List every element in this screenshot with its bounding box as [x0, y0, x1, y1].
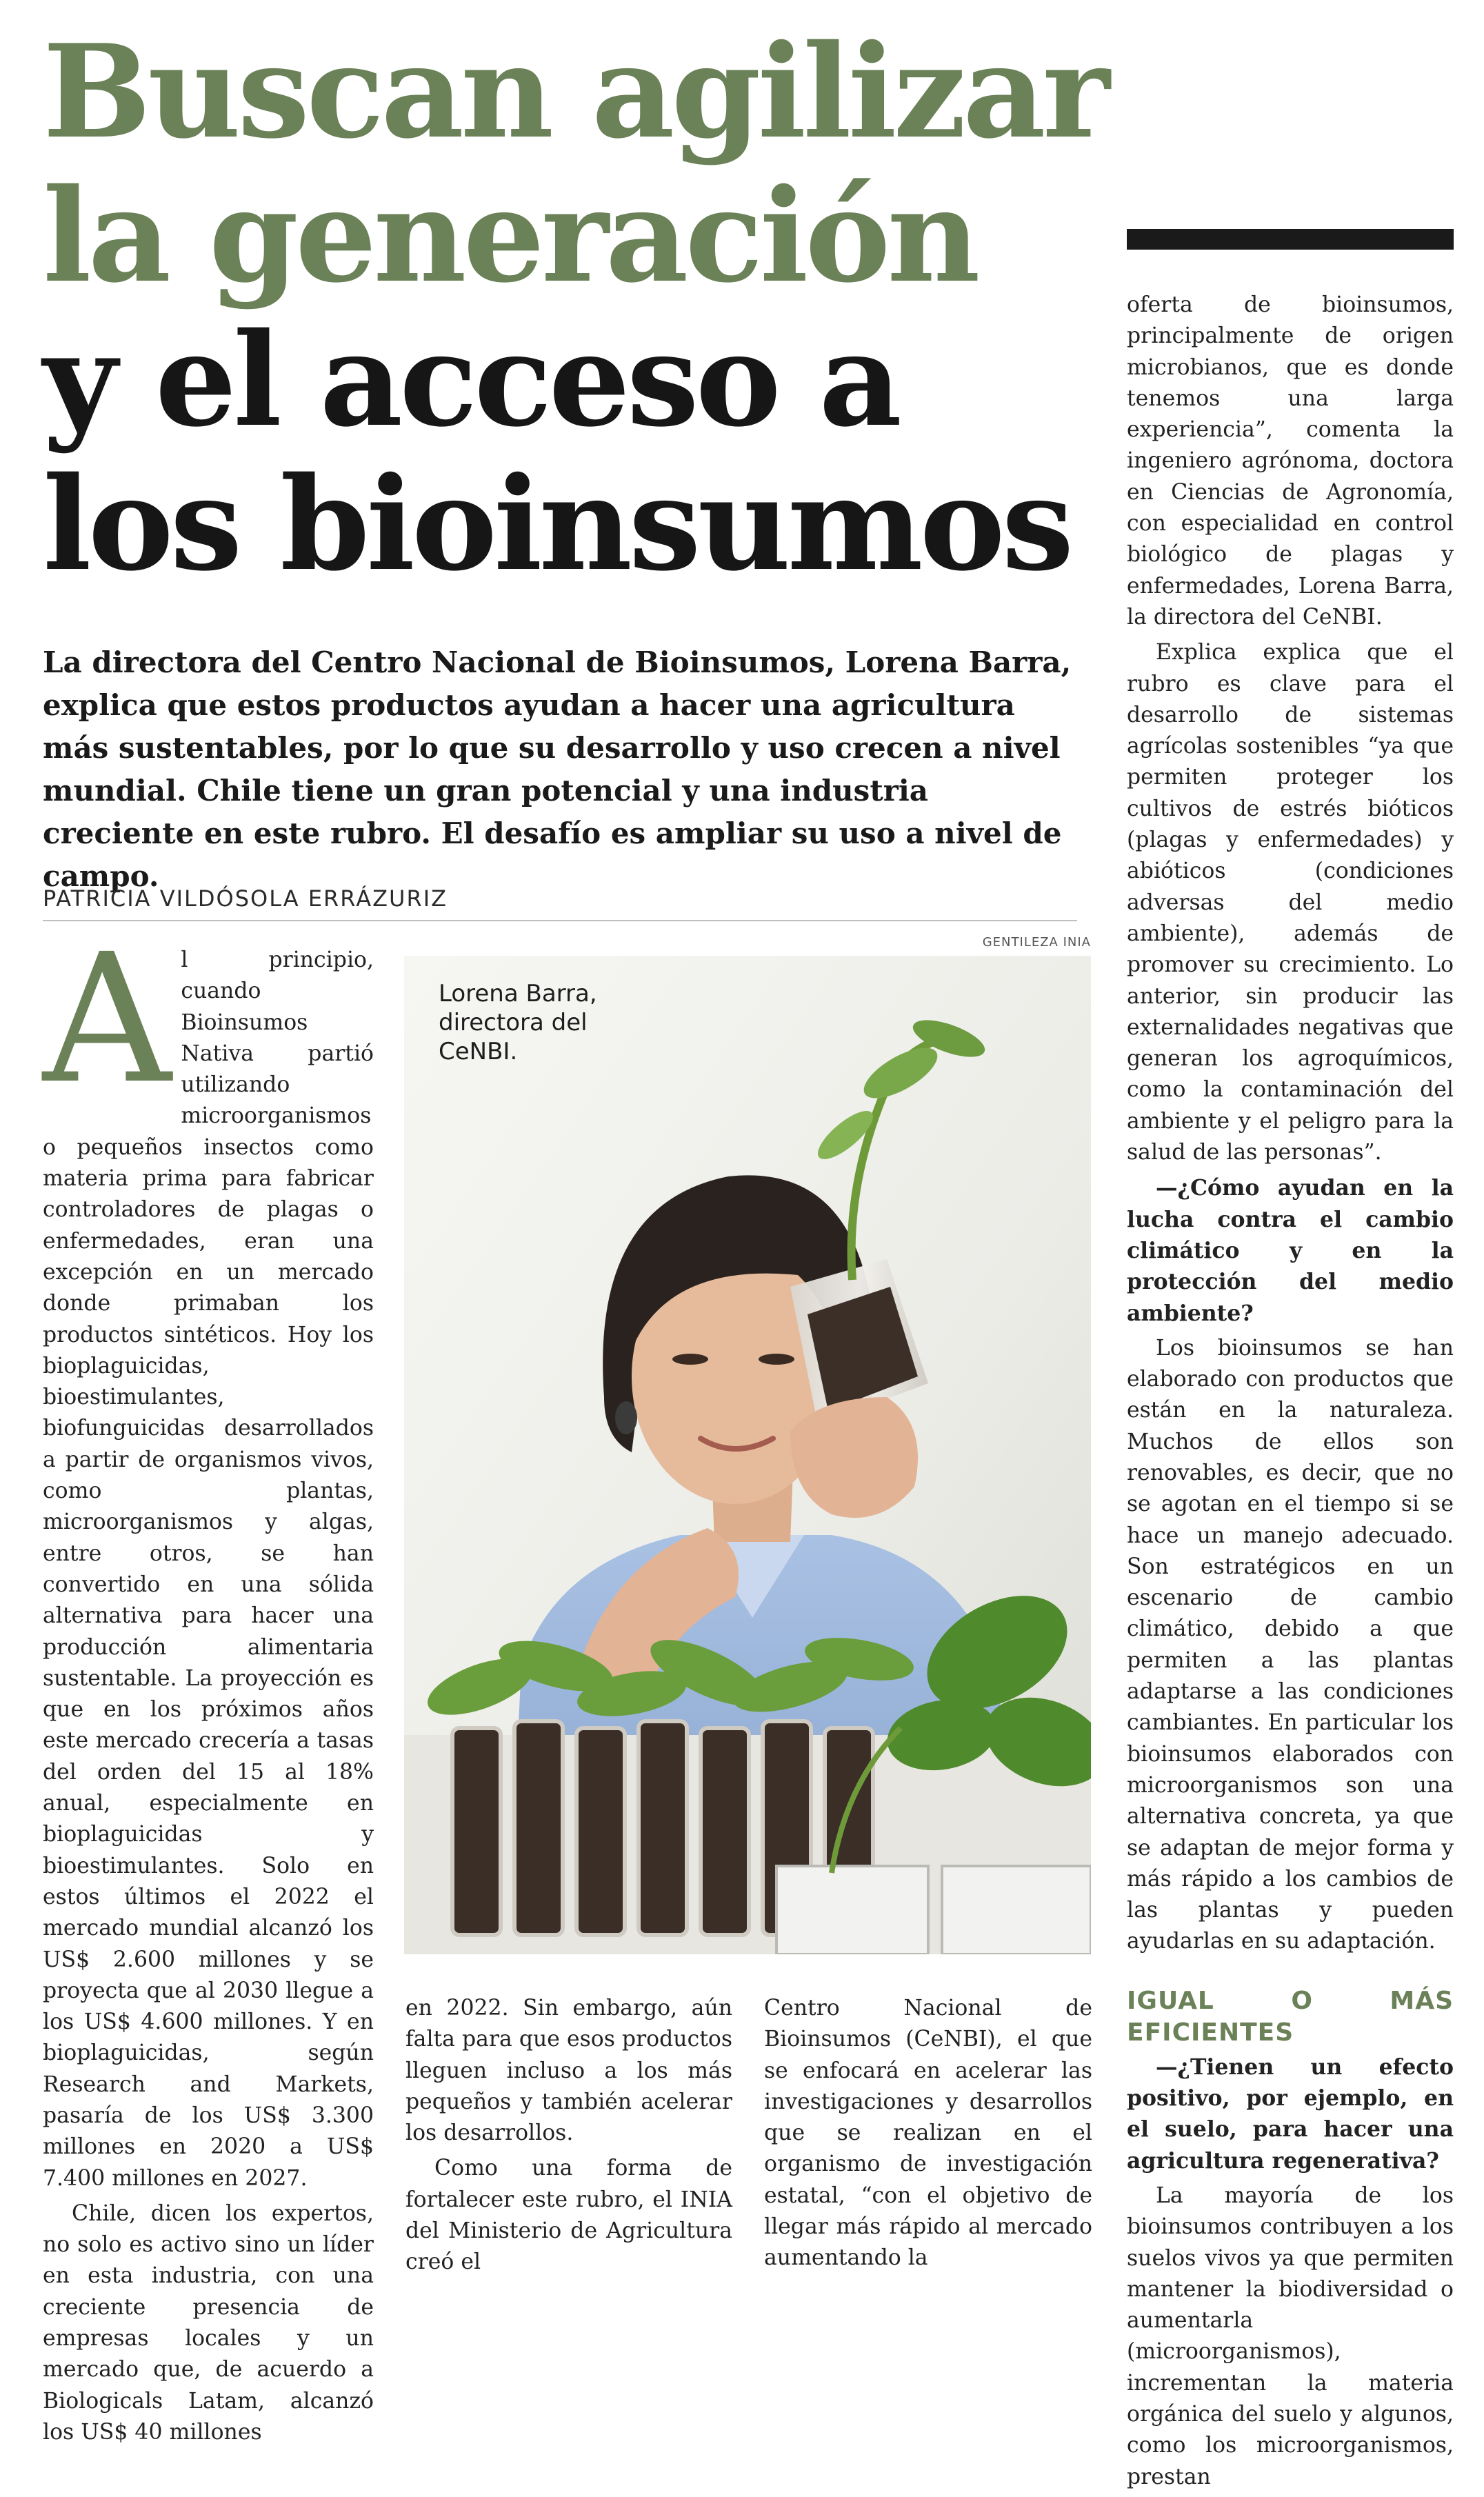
photo-caption: Lorena Barra, directora del CeNBI.: [439, 980, 597, 1065]
column-top-rule: [1127, 229, 1454, 250]
article-column-1: [43, 916, 374, 2452]
paragraph: Los bioinsumos se han elaborado con productos que están en la naturaleza. Muchos de ellos son renovables, es decir, que no se agotan en el tiempo si se hace un manejo adecuado. Son estratégicos en un escenario de cambio climático, debido a que permiten a las plantas adaptarse a las condiciones cambiantes. En particular los bioinsumos elaborados con microorganismos son una alternativa concreta, ya que se adaptan de mejor forma y más rápido a los cambios de las plantas y pueden ayudarlas en su adaptación.: [1127, 1335, 1454, 1954]
headline-line-4: los bioinsumos: [43, 448, 1071, 599]
paragraph: Explica explica que el rubro es clave para el desarrollo de sistemas agrícolas sostenibles “ya que permiten proteger los cultivos de estrés bióticos (plagas y enfermedades) y abióticos (condiciones adversas del medio ambiente), además de promover su crecimiento. Lo anterior, sin producir las externalidades negativas que generan los agroquímicos, como la contaminación del ambiente y el peligro para la salud de las personas”.: [1127, 640, 1454, 1165]
paragraph: en 2022. Sin embargo, aún falta para que esos productos lleguen incluso a los más pequeños y también acelerar los desarrollos.: [405, 1996, 732, 2146]
article-column-2: [405, 1993, 732, 2283]
section-subhead: IGUAL O MÁS EFICIENTES: [1127, 1986, 1454, 2047]
paragraph: oferta de bioinsumos, principalmente de origen microbianos, que es donde tenemos una larga experiencia”, comenta la ingeniero agrónoma, doctora en Ciencias de Agronomía, con especialidad en control biológico de plagas y enfermedades, Lorena Barra, la directora del CeNBI.: [1127, 292, 1454, 630]
headline-line-1: Buscan agilizar: [43, 16, 1107, 167]
paragraph: Centro Nacional de Bioinsumos (CeNBI), el que se enfocará en acelerar las investigaciones y desarrollos que se realizan en el organismo de investigación estatal, “con el objetivo de llegar más rápido al mercado aumentando la: [764, 1996, 1092, 2271]
paragraph: [43, 916, 374, 2194]
paragraph: Como una forma de fortalecer este rubro, el INIA del Ministerio de Agricultura creó el: [405, 2156, 732, 2275]
headline: [43, 16, 1107, 599]
article-deck: La directora del Centro Nacional de Bioinsumos, Lorena Barra, explica que estos productos ayudan a hacer una agricultura más sustentables, por lo que su desarrollo y uso crecen a nivel mundial. Chile tiene un gran potencial y una industria creciente en este rubro. El desafío es ampliar su uso a nivel de campo.: [43, 645, 1072, 893]
photo-credit: GENTILEZA INIA: [982, 935, 1091, 950]
byline: PATRICIA VILDÓSOLA ERRÁZURIZ: [43, 885, 1077, 921]
portrait-photo: [404, 956, 1091, 1954]
drop-cap: A: [43, 916, 172, 1123]
article-column-4: [1127, 290, 1454, 2497]
headline-line-2: la generación: [43, 160, 977, 311]
paragraph: Chile, dicen los expertos, no solo es activo sino un líder en esta industria, con una creciente presencia de empresas locales y un mercado que, de acuerdo a Biologicals Latam, alcanzó los US$ 40 millones: [43, 2200, 374, 2445]
interview-question: —¿Cómo ayudan en la lucha contra el cambio climático y en la protección del medio ambiente?: [1127, 1175, 1454, 1326]
headline-line-3: y el acceso a: [43, 304, 899, 455]
photo-illustration: [404, 956, 1091, 1954]
interview-question: —¿Tienen un efecto positivo, por ejemplo, en el suelo, para hacer una agricultura regenerativa?: [1127, 2054, 1454, 2174]
paragraph: La mayoría de los bioinsumos contribuyen a los suelos vivos ya que permiten mantener la biodiversidad o aumentarla (microorganismos), incrementan la materia orgánica del suelo y algunos, como los microorganismos, prestan: [1127, 2183, 1454, 2489]
article-column-3: [764, 1993, 1092, 2278]
paragraph-text: l principio, cuando Bioinsumos Nativa partió utilizando microorganismos o pequeños insectos como materia prima para fabricar controladores de plagas o enfermedades, eran una excepción en un mercado donde primaban los productos sintéticos. Hoy los bioplaguicidas, bioestimulantes, biofunguicidas desarrollados a partir de organismos vivos, como plantas, microorganismos y algas, entre otros, se han convertido en una sólida alternativa para hacer una producción alimentaria sustentable. La proyección es que en los próximos años este mercado crecería a tasas del orden del 15 al 18% anual, especialmente en bioplaguicidas y bioestimulantes. Solo en estos últimos el 2022 el mercado mundial alcanzó los US$ 2.600 millones y se proyecta que al 2030 llegue a los US$ 4.600 millones. Y en bioplaguicidas, según Research and Markets, pasaría de los US$ 3.300 millones en 2020 a US$ 7.400 millones en 2027.: [43, 947, 374, 2191]
